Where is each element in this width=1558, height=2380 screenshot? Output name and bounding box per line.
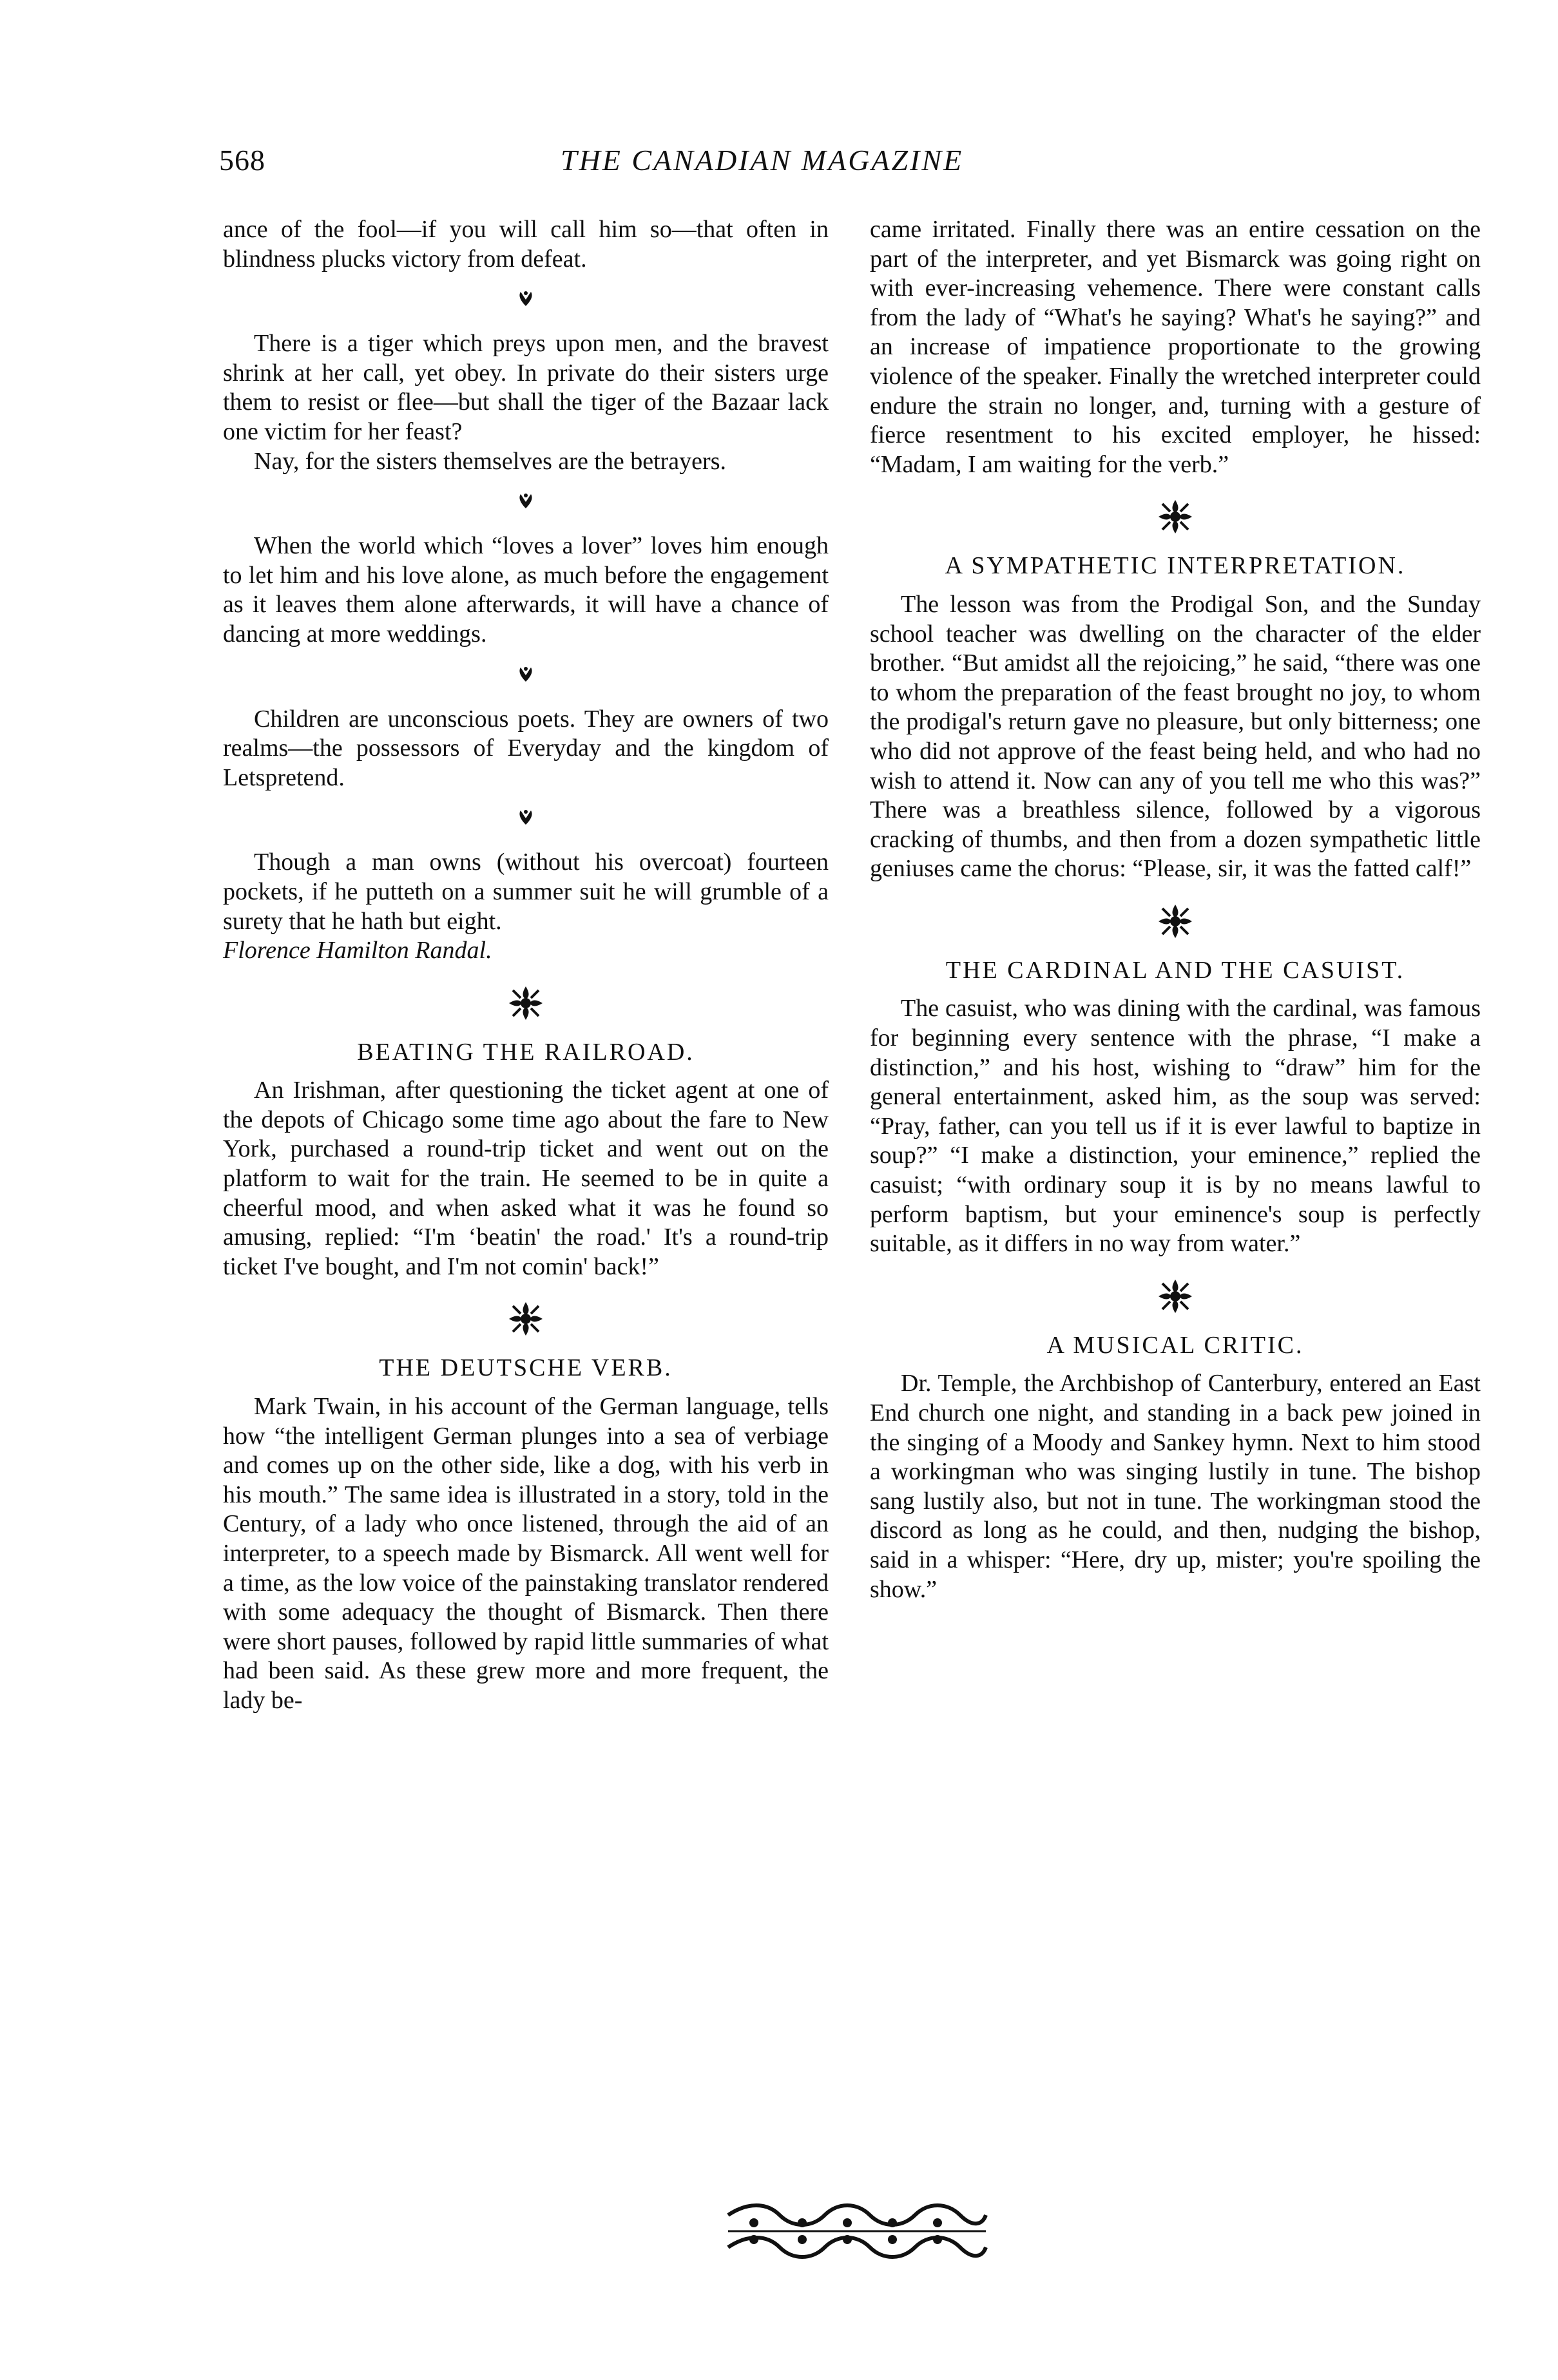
running-head: THE CANADIAN MAGAZINE xyxy=(561,144,964,177)
floral-fleuron-icon xyxy=(223,1281,829,1354)
paragraph-railroad: An Irishman, after questioning the ticket agent at one of the depots of Chicago some time ago about the fare to New York, purchased a round-trip ticket and went out on the platform to wait for the train. He seemed to be in quite a cheerful mood, and when asked what it was he found so amusing, replied: “I'm ‘beatin' the road.' It's a round-trip ticket I've bought, and I'm not comin' back!” xyxy=(223,1077,829,1280)
paragraph-pockets: Though a man owns (without his overcoat) fourteen pockets, if he putteth on a summer suit he will grumble of a surety that he hath but eight. xyxy=(223,849,829,935)
right-column xyxy=(870,215,1481,1604)
small-fleuron-icon xyxy=(223,476,829,532)
paragraph-lover: When the world which “loves a lover” loves him enough to let him and his love alone, as much before the engagement as it leaves them alone afterwards, it will have a chance of dancing at more weddings. xyxy=(223,532,829,648)
author-attribution: Florence Hamilton Randal. xyxy=(223,937,492,964)
page-number: 568 xyxy=(219,144,265,177)
small-fleuron-icon xyxy=(223,792,829,848)
paragraph-tiger: There is a tiger which preys upon men, and the bravest shrink at her call, yet obey. In private do their sisters urge them to resist or flee—but shall the tiger of the Bazaar lack one victim for her feast? xyxy=(223,330,829,445)
paragraph-children: Children are unconscious poets. They are owners of two realms—the possessors of Everyday and the kingdom of Letspretend. xyxy=(223,705,829,791)
paragraph-deutsche-verb: Mark Twain, in his account of the German language, tells how “the intelligent German plunges into a sea of verbiage and comes up on the other side, like a dog, with his verb in his mouth.” The same idea is illustrated in a story, told in the Century, of a lady who once listened, through the aid of an interpreter, to a speech made by Bismarck. All went well for a time, as the low voice of the painstaking translator rendered with some adequacy the thought of Bismarck. Then there were short pauses, followed by rapid little summaries of what had been said. As these grew more and more frequent, the lady be- xyxy=(223,1393,829,1714)
floral-fleuron-icon xyxy=(870,1259,1481,1331)
small-fleuron-icon xyxy=(223,274,829,329)
paragraph-sisters: Nay, for the sisters themselves are the betrayers. xyxy=(254,447,726,475)
scroll-tailpiece-icon xyxy=(722,2196,992,2270)
floral-fleuron-icon xyxy=(870,884,1481,956)
heading-railroad: BEATING THE RAILROAD. xyxy=(357,1038,695,1066)
floral-fleuron-icon xyxy=(223,966,829,1038)
small-fleuron-icon xyxy=(223,649,829,705)
heading-sympathetic: A SYMPATHETIC INTERPRETATION. xyxy=(945,552,1406,580)
heading-musical-critic: A MUSICAL CRITIC. xyxy=(1046,1331,1304,1359)
paragraph-verb-continuation: came irritated. Finally there was an entire cessation on the part of the interpreter, and yet Bismarck was going right on with ever-increasing vehemence. There were constant calls from the lady of “What's he saying? What's he saying?” and an increase of impatience proportionate to the growing violence of the speaker. Finally the wretched interpreter could endure the strain no longer, and, turning with a gesture of fierce resentment to his excited employer, he hissed: “Madam, I am waiting for the verb.” xyxy=(870,216,1481,478)
heading-deutsche-verb: THE DEUTSCHE VERB. xyxy=(379,1354,673,1382)
paragraph-sympathetic: The lesson was from the Prodigal Son, and the Sunday school teacher was dwelling on the character of the elder brother. “But amidst all the rejoicing,” he said, “there was one to whom the preparation of the feast brought no joy, to whom the prodigal's return gave no pleasure, but only bitterness; one who did not approve of the feast being held, and who had no wish to attend it. Now can any of you tell me who this was?” There was a breathless silence, followed by a vigorous cracking of thumbs, and then from a dozen sympathetic little geniuses came the chorus: “Please, sir, it was the fatted calf!” xyxy=(870,590,1481,883)
paragraph-fool: ance of the fool—if you will call him so—that often in blindness plucks victory from defeat. xyxy=(223,216,829,273)
paragraph-musical-critic: Dr. Temple, the Archbishop of Canterbury, entered an East End church one night, and standing in a back pew joined in the singing of a Moody and Sankey hymn. Next to him stood a workingman who was singing lustily in tune. The bishop sang lustily also, but not in tune. The workingman stood the discord as long as he could, and then, nudging the bishop, said in a whisper: “Here, dry up, mister; you're spoiling the show.” xyxy=(870,1370,1481,1603)
paragraph-cardinal: The casuist, who was dining with the cardinal, was famous for beginning every sentence with the phrase, “I make a distinction,” and his host, wishing to “draw” him for the general entertainment, asked him, as the soup was served: “Pray, father, can you tell us if it is ever lawful to baptize in soup?” “I make a distinction, your eminence,” replied the casuist; “with ordinary soup it is by no means lawful to perform baptism, but your eminence's soup is perfectly suitable, as it differs in no way from water.” xyxy=(870,995,1481,1258)
heading-cardinal: THE CARDINAL AND THE CASUIST. xyxy=(945,956,1405,984)
left-column xyxy=(223,215,829,1716)
floral-fleuron-icon xyxy=(870,479,1481,552)
